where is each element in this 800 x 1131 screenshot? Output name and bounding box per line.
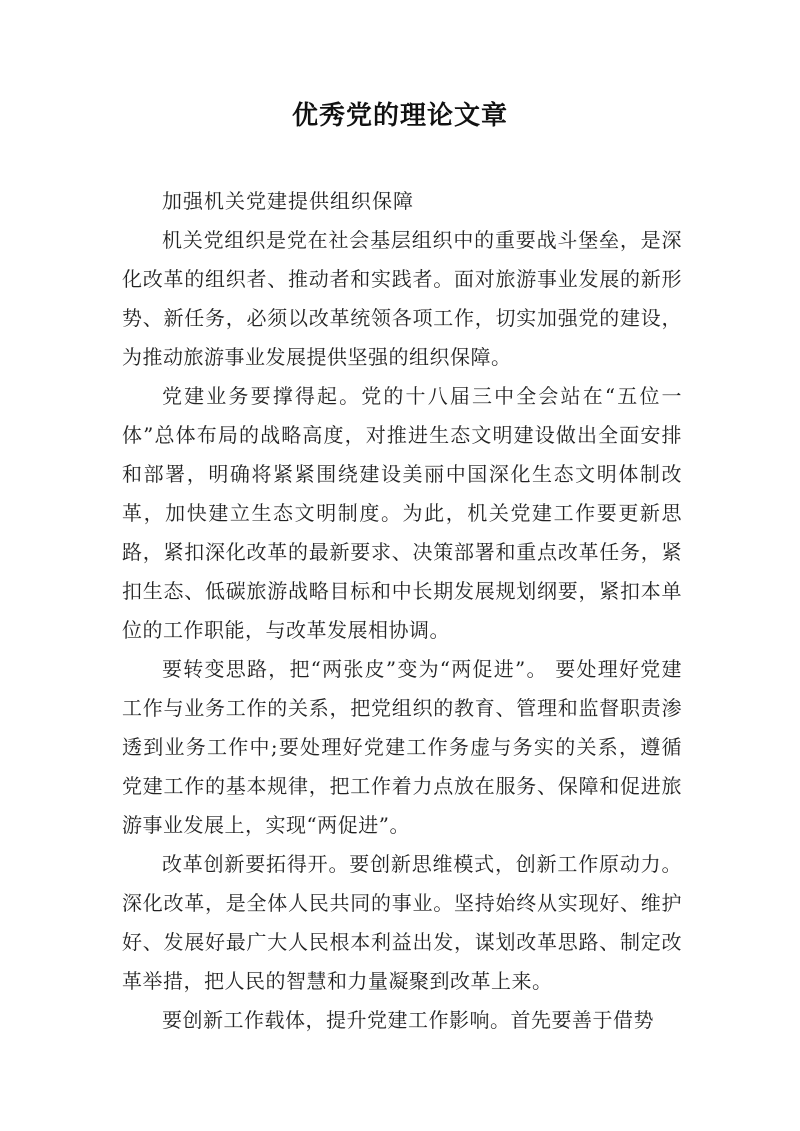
article-body	[122, 182, 682, 1040]
page-title: 优秀党的理论文章	[291, 101, 508, 131]
paragraph-5: 要创新工作载体，提升党建工作影响。首先要善于借势	[162, 1008, 654, 1032]
paragraph-1: 机关党组织是党在社会基层组织中的重要战斗堡垒，是深化改革的组织者、推动者和实践者。面对旅游事业发展的新形势、新任务，必须以改革统领各项工作，切实加强党的建设，为推动旅游事业发展提供坚强的组织保障。	[122, 228, 682, 369]
paragraph-4: 改革创新要拓得开。要创新思维模式，创新工作原动力。深化改革，是全体人民共同的事业。坚持始终从实现好、维护好、发展好最广大人民根本利益出发，谋划改革思路、制定改革举措，把人民的智慧和力量凝聚到改革上来。	[122, 852, 682, 993]
paragraph-3: 要转变思路，把“两张皮”变为“两促进”。 要处理好党建工作与业务工作的关系，把党组织的教育、管理和监督职责渗透到业务工作中;要处理好党建工作务虚与务实的关系，遵循党建工作的基本规律，把工作着力点放在服务、保障和促进旅游事业发展上，实现“两促进”。	[122, 657, 682, 837]
section-heading: 加强机关党建提供组织保障	[162, 189, 414, 213]
paragraph-2: 党建业务要撑得起。党的十八届三中全会站在“五位一体”总体布局的战略高度，对推进生态文明建设做出全面安排和部署，明确将紧紧围绕建设美丽中国深化生态文明体制改革，加快建立生态文明制度。为此，机关党建工作要更新思路，紧扣深化改革的最新要求、决策部署和重点改革任务，紧扣生态、低碳旅游战略目标和中长期发展规划纲要，紧扣本单位的工作职能，与改革发展相协调。	[122, 384, 682, 642]
